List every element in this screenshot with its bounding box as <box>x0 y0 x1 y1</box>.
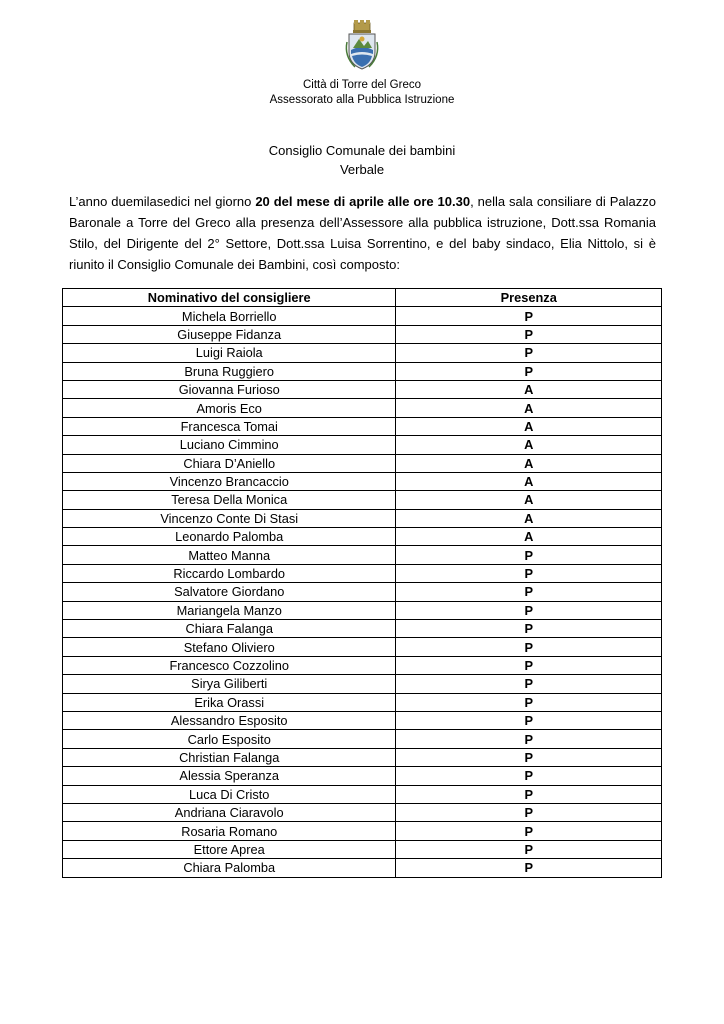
table-row <box>63 454 662 472</box>
presence-cell: A <box>396 436 662 454</box>
attendance-table-body <box>63 307 662 877</box>
presence-cell: P <box>396 803 662 821</box>
councillor-name-cell: Chiara Falanga <box>63 620 396 638</box>
councillor-name-cell: Vincenzo Conte Di Stasi <box>63 509 396 527</box>
table-row <box>63 325 662 343</box>
councillor-name-cell: Christian Falanga <box>63 748 396 766</box>
intro-text-end: , nella sala consiliare di Palazzo Baronale a Torre del Greco alla presenza dell’Assessore alla pubblica istruzione, Dott.ssa Romania Stilo, del Dirigente del 2° Settore, Dott.ssa Luisa Sorrentino, e del baby sindaco, Elia Nittolo, si è riunito il Consiglio Comunale dei Bambini, così composto: <box>69 194 656 272</box>
table-row <box>63 399 662 417</box>
councillor-name-cell: Vincenzo Brancaccio <box>63 472 396 490</box>
councillor-name-cell: Bruna Ruggiero <box>63 362 396 380</box>
presence-cell: P <box>396 840 662 858</box>
intro-text-start: L’anno duemilasedici nel giorno <box>69 194 256 209</box>
councillor-name-cell: Mariangela Manzo <box>63 601 396 619</box>
attendance-table <box>62 288 662 878</box>
table-row <box>63 840 662 858</box>
councillor-name-cell: Alessandro Esposito <box>63 711 396 729</box>
table-row <box>63 528 662 546</box>
presence-cell: P <box>396 785 662 803</box>
table-row <box>63 656 662 674</box>
councillor-name-cell: Luca Di Cristo <box>63 785 396 803</box>
city-name: Città di Torre del Greco <box>302 79 422 91</box>
table-row <box>63 767 662 785</box>
city-coat-of-arms-icon <box>343 20 381 72</box>
presence-cell: P <box>396 693 662 711</box>
table-row <box>63 711 662 729</box>
intro-paragraph <box>69 191 656 275</box>
presence-cell: P <box>396 711 662 729</box>
presence-cell: A <box>396 472 662 490</box>
councillor-name-cell: Michela Borriello <box>63 307 396 325</box>
presence-cell: P <box>396 325 662 343</box>
presence-cell: P <box>396 601 662 619</box>
table-row <box>63 601 662 619</box>
presence-cell: P <box>396 675 662 693</box>
intro-date-bold: 20 del mese di aprile alle ore 10.30 <box>255 194 471 209</box>
presence-cell: A <box>396 528 662 546</box>
table-row <box>63 564 662 582</box>
councillor-name-cell: Giuseppe Fidanza <box>63 325 396 343</box>
councillor-name-cell: Amoris Eco <box>63 399 396 417</box>
councillor-name-cell: Ettore Aprea <box>63 840 396 858</box>
table-row <box>63 436 662 454</box>
table-row <box>63 509 662 527</box>
presence-cell: A <box>396 417 662 435</box>
table-row <box>63 380 662 398</box>
table-row <box>63 859 662 877</box>
presence-cell: A <box>396 399 662 417</box>
presence-cell: P <box>396 730 662 748</box>
presence-cell: A <box>396 491 662 509</box>
presence-cell: P <box>396 362 662 380</box>
councillor-name-cell: Riccardo Lombardo <box>63 564 396 582</box>
presence-cell: A <box>396 509 662 527</box>
presence-cell: A <box>396 454 662 472</box>
table-row <box>63 748 662 766</box>
councillor-name-cell: Matteo Manna <box>63 546 396 564</box>
councillor-name-cell: Luciano Cimmino <box>63 436 396 454</box>
table-row <box>63 362 662 380</box>
councillor-name-cell: Alessia Speranza <box>63 767 396 785</box>
presence-cell: P <box>396 656 662 674</box>
column-header-presence: Presenza <box>396 289 662 307</box>
councillor-name-cell: Chiara D’Aniello <box>63 454 396 472</box>
presence-cell: P <box>396 564 662 582</box>
table-row <box>63 472 662 490</box>
table-row <box>63 822 662 840</box>
table-row <box>63 583 662 601</box>
presence-cell: P <box>396 583 662 601</box>
councillor-name-cell: Stefano Oliviero <box>63 638 396 656</box>
presence-cell: P <box>396 307 662 325</box>
presence-cell: P <box>396 748 662 766</box>
councillor-name-cell: Leonardo Palomba <box>63 528 396 546</box>
table-header-row <box>63 289 662 307</box>
table-row <box>63 417 662 435</box>
councillor-name-cell: Rosaria Romano <box>63 822 396 840</box>
table-row <box>63 546 662 564</box>
councillor-name-cell: Luigi Raiola <box>63 344 396 362</box>
presence-cell: A <box>396 380 662 398</box>
councillor-name-cell: Teresa Della Monica <box>63 491 396 509</box>
councillor-name-cell: Andriana Ciaravolo <box>63 803 396 821</box>
table-row <box>63 307 662 325</box>
presence-cell: P <box>396 822 662 840</box>
councillor-name-cell: Salvatore Giordano <box>63 583 396 601</box>
department-name: Assessorato alla Pubblica Istruzione <box>269 94 455 106</box>
table-row <box>63 620 662 638</box>
presence-cell: P <box>396 546 662 564</box>
table-row <box>63 491 662 509</box>
column-header-name: Nominativo del consigliere <box>63 289 396 307</box>
table-row <box>63 803 662 821</box>
table-row <box>63 730 662 748</box>
presence-cell: P <box>396 859 662 877</box>
councillor-name-cell: Sirya Giliberti <box>63 675 396 693</box>
table-row <box>63 344 662 362</box>
table-row <box>63 693 662 711</box>
presence-cell: P <box>396 767 662 785</box>
table-row <box>63 785 662 803</box>
presence-cell: P <box>396 344 662 362</box>
councillor-name-cell: Carlo Esposito <box>63 730 396 748</box>
presence-cell: P <box>396 620 662 638</box>
councillor-name-cell: Giovanna Furioso <box>63 380 396 398</box>
document-title: Consiglio Comunale dei bambini <box>268 143 456 158</box>
councillor-name-cell: Francesca Tomai <box>63 417 396 435</box>
table-row <box>63 638 662 656</box>
document-subtitle: Verbale <box>339 162 385 177</box>
councillor-name-cell: Chiara Palomba <box>63 859 396 877</box>
table-row <box>63 675 662 693</box>
councillor-name-cell: Erika Orassi <box>63 693 396 711</box>
councillor-name-cell: Francesco Cozzolino <box>63 656 396 674</box>
presence-cell: P <box>396 638 662 656</box>
